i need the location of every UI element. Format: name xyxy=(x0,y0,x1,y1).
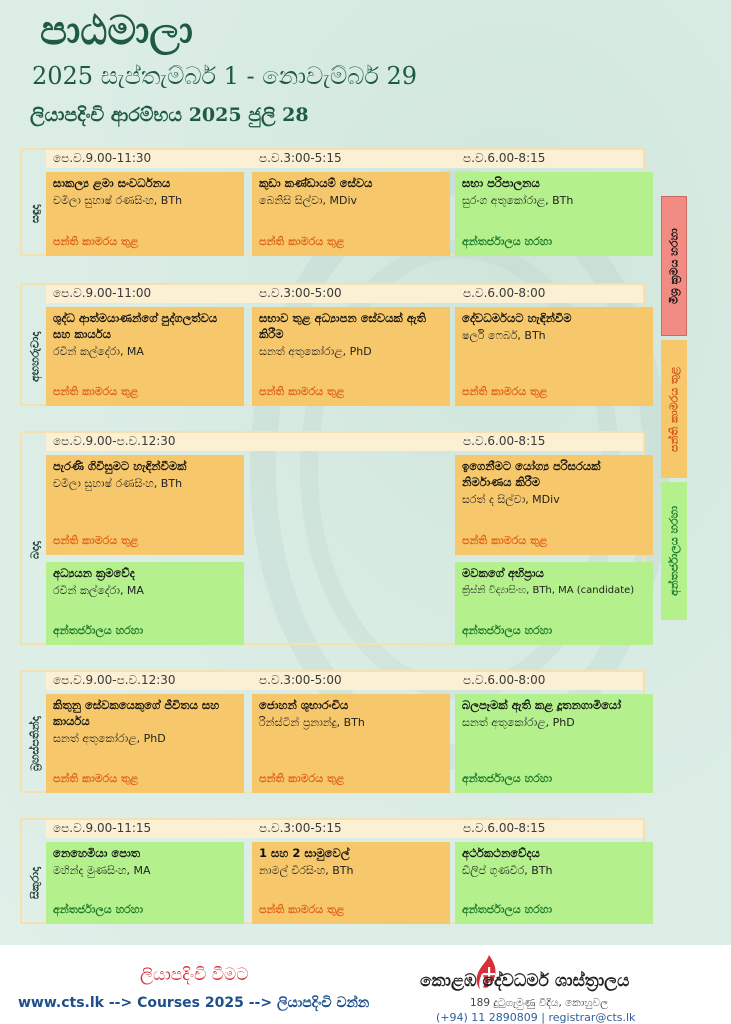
time-slot: ප.ව.3:00-5:15 xyxy=(259,151,342,165)
course-card[interactable] xyxy=(46,307,244,406)
lecturer: සනත් අතුකෝරාළ, PhD xyxy=(462,716,575,729)
course-title: ශුද්ධ ආත්මයාණන්ගේ පුද්ගලත්වය සහ කාර්යය xyxy=(53,311,218,341)
course-card[interactable] xyxy=(46,562,244,645)
legend-hybrid: මිශ්‍ර ක්‍රමය හරහා xyxy=(661,196,687,336)
time-slot: ප.ව.6.00-8:15 xyxy=(463,434,546,448)
course-title: කිතුනු සේවකයෙකුගේ ජීවිතය සහ කාර්යය xyxy=(53,698,220,728)
time-slot: පෙ.ව.9.00-11:30 xyxy=(53,151,152,165)
course-card[interactable] xyxy=(46,455,244,555)
course-card[interactable] xyxy=(455,694,653,793)
course-card[interactable] xyxy=(455,455,653,555)
registration-start: ලියාපදිංචි ආරම්භය 2025 ජුලි 28 xyxy=(30,104,309,126)
lecturer: සනත් අතුකෝරාළ, PhD xyxy=(259,345,372,358)
day-label: අඟහරුවාදා xyxy=(28,331,42,382)
delivery-mode: පන්ති කාමරය තුළ xyxy=(53,534,139,547)
delivery-mode: පන්ති කාමරය තුළ xyxy=(53,772,139,785)
course-title: සාකල්‍ය ළමා සංවර්ධනය xyxy=(53,176,171,190)
time-slot: පෙ.ව.9.00-ප.ව.12:30 xyxy=(53,673,176,687)
course-card[interactable] xyxy=(455,562,653,645)
lecturer: සරත් ද සිල්වා, MDiv xyxy=(462,493,560,506)
time-bar xyxy=(46,672,643,690)
course-title: දේවධර්මයට හැඳින්වීම xyxy=(462,311,572,325)
time-slot: පෙ.ව.9.00-ප.ව.12:30 xyxy=(53,434,176,448)
time-slot: පෙ.ව.9.00-11:15 xyxy=(53,821,152,835)
lecturer: ඩිලිප් ගුණවීර, BTh xyxy=(462,864,553,877)
course-title: සභාව තුළ අධ්‍යාපන සේවයක් ඇති කිරීම xyxy=(259,311,427,341)
delivery-mode: පන්ති කාමරය තුළ xyxy=(53,235,139,248)
delivery-mode: පන්ති කාමරය තුළ xyxy=(259,903,345,916)
lecturer: ක්‍රිස්නි විද්‍යාසිංහ, BTh, MA (candidate) xyxy=(462,585,635,596)
register-heading: ලියාපදිංචි වීමට xyxy=(140,965,249,985)
day-block-monday xyxy=(20,148,645,256)
day-block-friday xyxy=(20,818,645,924)
delivery-mode: පන්ති කාමරය තුළ xyxy=(259,772,345,785)
register-link-path[interactable]: www.cts.lk --> Courses 2025 --> ලියාපදිංචි වන්න xyxy=(18,995,370,1011)
time-slot: ප.ව.3:00-5:00 xyxy=(259,286,342,300)
delivery-mode: පන්ති කාමරය තුළ xyxy=(259,235,345,248)
footer xyxy=(0,945,731,1024)
day-block-thursday xyxy=(20,670,645,793)
course-card[interactable] xyxy=(46,172,244,256)
legend-in-class: පන්ති කාමරය තුළ xyxy=(661,340,687,478)
lecturer: බෙනිසි සිල්වා, MDiv xyxy=(259,194,358,207)
lecturer: රින්ස්ටින් ප්‍රනාන්දු, BTh xyxy=(259,716,365,729)
lecturer: චමිලා සුහාෂ් රණසිංහ, BTh xyxy=(53,194,183,207)
course-card[interactable] xyxy=(455,307,653,406)
course-card[interactable] xyxy=(252,842,450,924)
time-slot: ප.ව.6.00-8:00 xyxy=(463,673,546,687)
organization-contact[interactable]: (+94) 11 2890809 | registrar@cts.lk xyxy=(436,1011,636,1024)
date-range: 2025 සැප්තැම්බර් 1 - නොවැම්බර් 29 xyxy=(32,62,418,90)
course-title: ජොහන් ශුභාරංචිය xyxy=(259,698,349,712)
time-bar xyxy=(46,433,643,451)
day-label: සිකුරාදා xyxy=(28,867,42,899)
delivery-mode: අන්තර්ජාලය හරහා xyxy=(462,903,553,916)
course-card[interactable] xyxy=(252,307,450,406)
course-card[interactable] xyxy=(46,842,244,924)
delivery-mode: පන්ති කාමරය තුළ xyxy=(259,385,345,398)
day-label: සඳුදා xyxy=(28,204,42,224)
time-slot: ප.ව.6.00-8:15 xyxy=(463,151,546,165)
delivery-mode: පන්ති කාමරය තුළ xyxy=(53,385,139,398)
course-title: ඉගෙනීමට යෝග්‍ය පරිසරයක් නිර්මාණය කිරීම xyxy=(462,459,601,489)
day-block-tuesday xyxy=(20,283,645,406)
delivery-mode: අන්තර්ජාලය හරහා xyxy=(462,624,553,637)
course-title: 1 සහ 2 සාමුවෙල් xyxy=(259,846,350,860)
time-slot: පෙ.ව.9.00-11:00 xyxy=(53,286,152,300)
course-card[interactable] xyxy=(455,172,653,256)
lecturer: නාමල් වීරසිංහ, BTh xyxy=(259,864,354,877)
delivery-mode: පන්ති කාමරය තුළ xyxy=(462,534,548,547)
time-slot: ප.ව.6.00-8:00 xyxy=(463,286,546,300)
lecturer: රවින් කල්දේරා, MA xyxy=(53,584,144,597)
lecturer: සනත් අතුකෝරාළ, PhD xyxy=(53,732,166,745)
day-label: බදාදා xyxy=(28,541,42,559)
course-title: බලපෑමක් ඇති කළ දූතනගාමියෝ xyxy=(462,698,621,712)
organization-name: කොළඹ දේවධර්ම ශාස්ත්‍රාලය xyxy=(420,971,630,991)
course-card[interactable] xyxy=(252,172,450,256)
lecturer: චමිලා සුහාෂ් රණසිංහ, BTh xyxy=(53,477,183,490)
course-title: පැරණි ගිවිසුමට හැඳින්වීමක් xyxy=(53,459,187,473)
course-card[interactable] xyxy=(252,694,450,793)
lecturer: රවින් කල්දේරා, MA xyxy=(53,345,144,358)
time-slot: ප.ව.3:00-5:00 xyxy=(259,673,342,687)
time-slot: ප.ව.6.00-8:15 xyxy=(463,821,546,835)
course-title: සභා පරිපාලනය xyxy=(462,176,540,190)
time-bar xyxy=(46,150,643,168)
course-title: නෙහෙමියා පොත xyxy=(53,846,141,860)
time-bar xyxy=(46,285,643,303)
course-card[interactable] xyxy=(455,842,653,924)
page-title: පාඨමාලා xyxy=(40,8,193,54)
course-title: කුඩා කණ්ඩායම් සේවය xyxy=(259,176,373,190)
time-slot: ප.ව.3:00-5:15 xyxy=(259,821,342,835)
delivery-mode: පන්ති කාමරය තුළ xyxy=(462,385,548,398)
course-title: මවකගේ අභිප්‍රාය xyxy=(462,566,544,580)
delivery-mode: අන්තර්ජාලය හරහා xyxy=(53,903,144,916)
delivery-mode: අන්තර්ජාලය හරහා xyxy=(462,235,553,248)
lecturer: සුරංග අතුකෝරාළ, BTh xyxy=(462,194,574,207)
legend-online: අන්තර්ජාලය හරහා xyxy=(661,482,687,620)
lecturer: ෂර්ලි ෆෙබර්, BTh xyxy=(462,329,546,342)
course-title: අධ්‍යයන ක්‍රමවේද xyxy=(53,566,135,580)
organization-address: 189 දුටුගැමුණු වීදිය, කොහුවල xyxy=(470,997,609,1009)
delivery-mode: අන්තර්ජාලය හරහා xyxy=(462,772,553,785)
delivery-mode: අන්තර්ජාලය හරහා xyxy=(53,624,144,637)
lecturer: මහින්ද මුණසිංහ, MA xyxy=(53,864,151,877)
day-label: බ්‍රහස්පතින්දා xyxy=(28,716,42,771)
course-card[interactable] xyxy=(46,694,244,793)
day-block-wednesday xyxy=(20,431,645,645)
time-bar xyxy=(46,820,643,838)
course-title: අර්ථකථනවේදය xyxy=(462,846,540,860)
